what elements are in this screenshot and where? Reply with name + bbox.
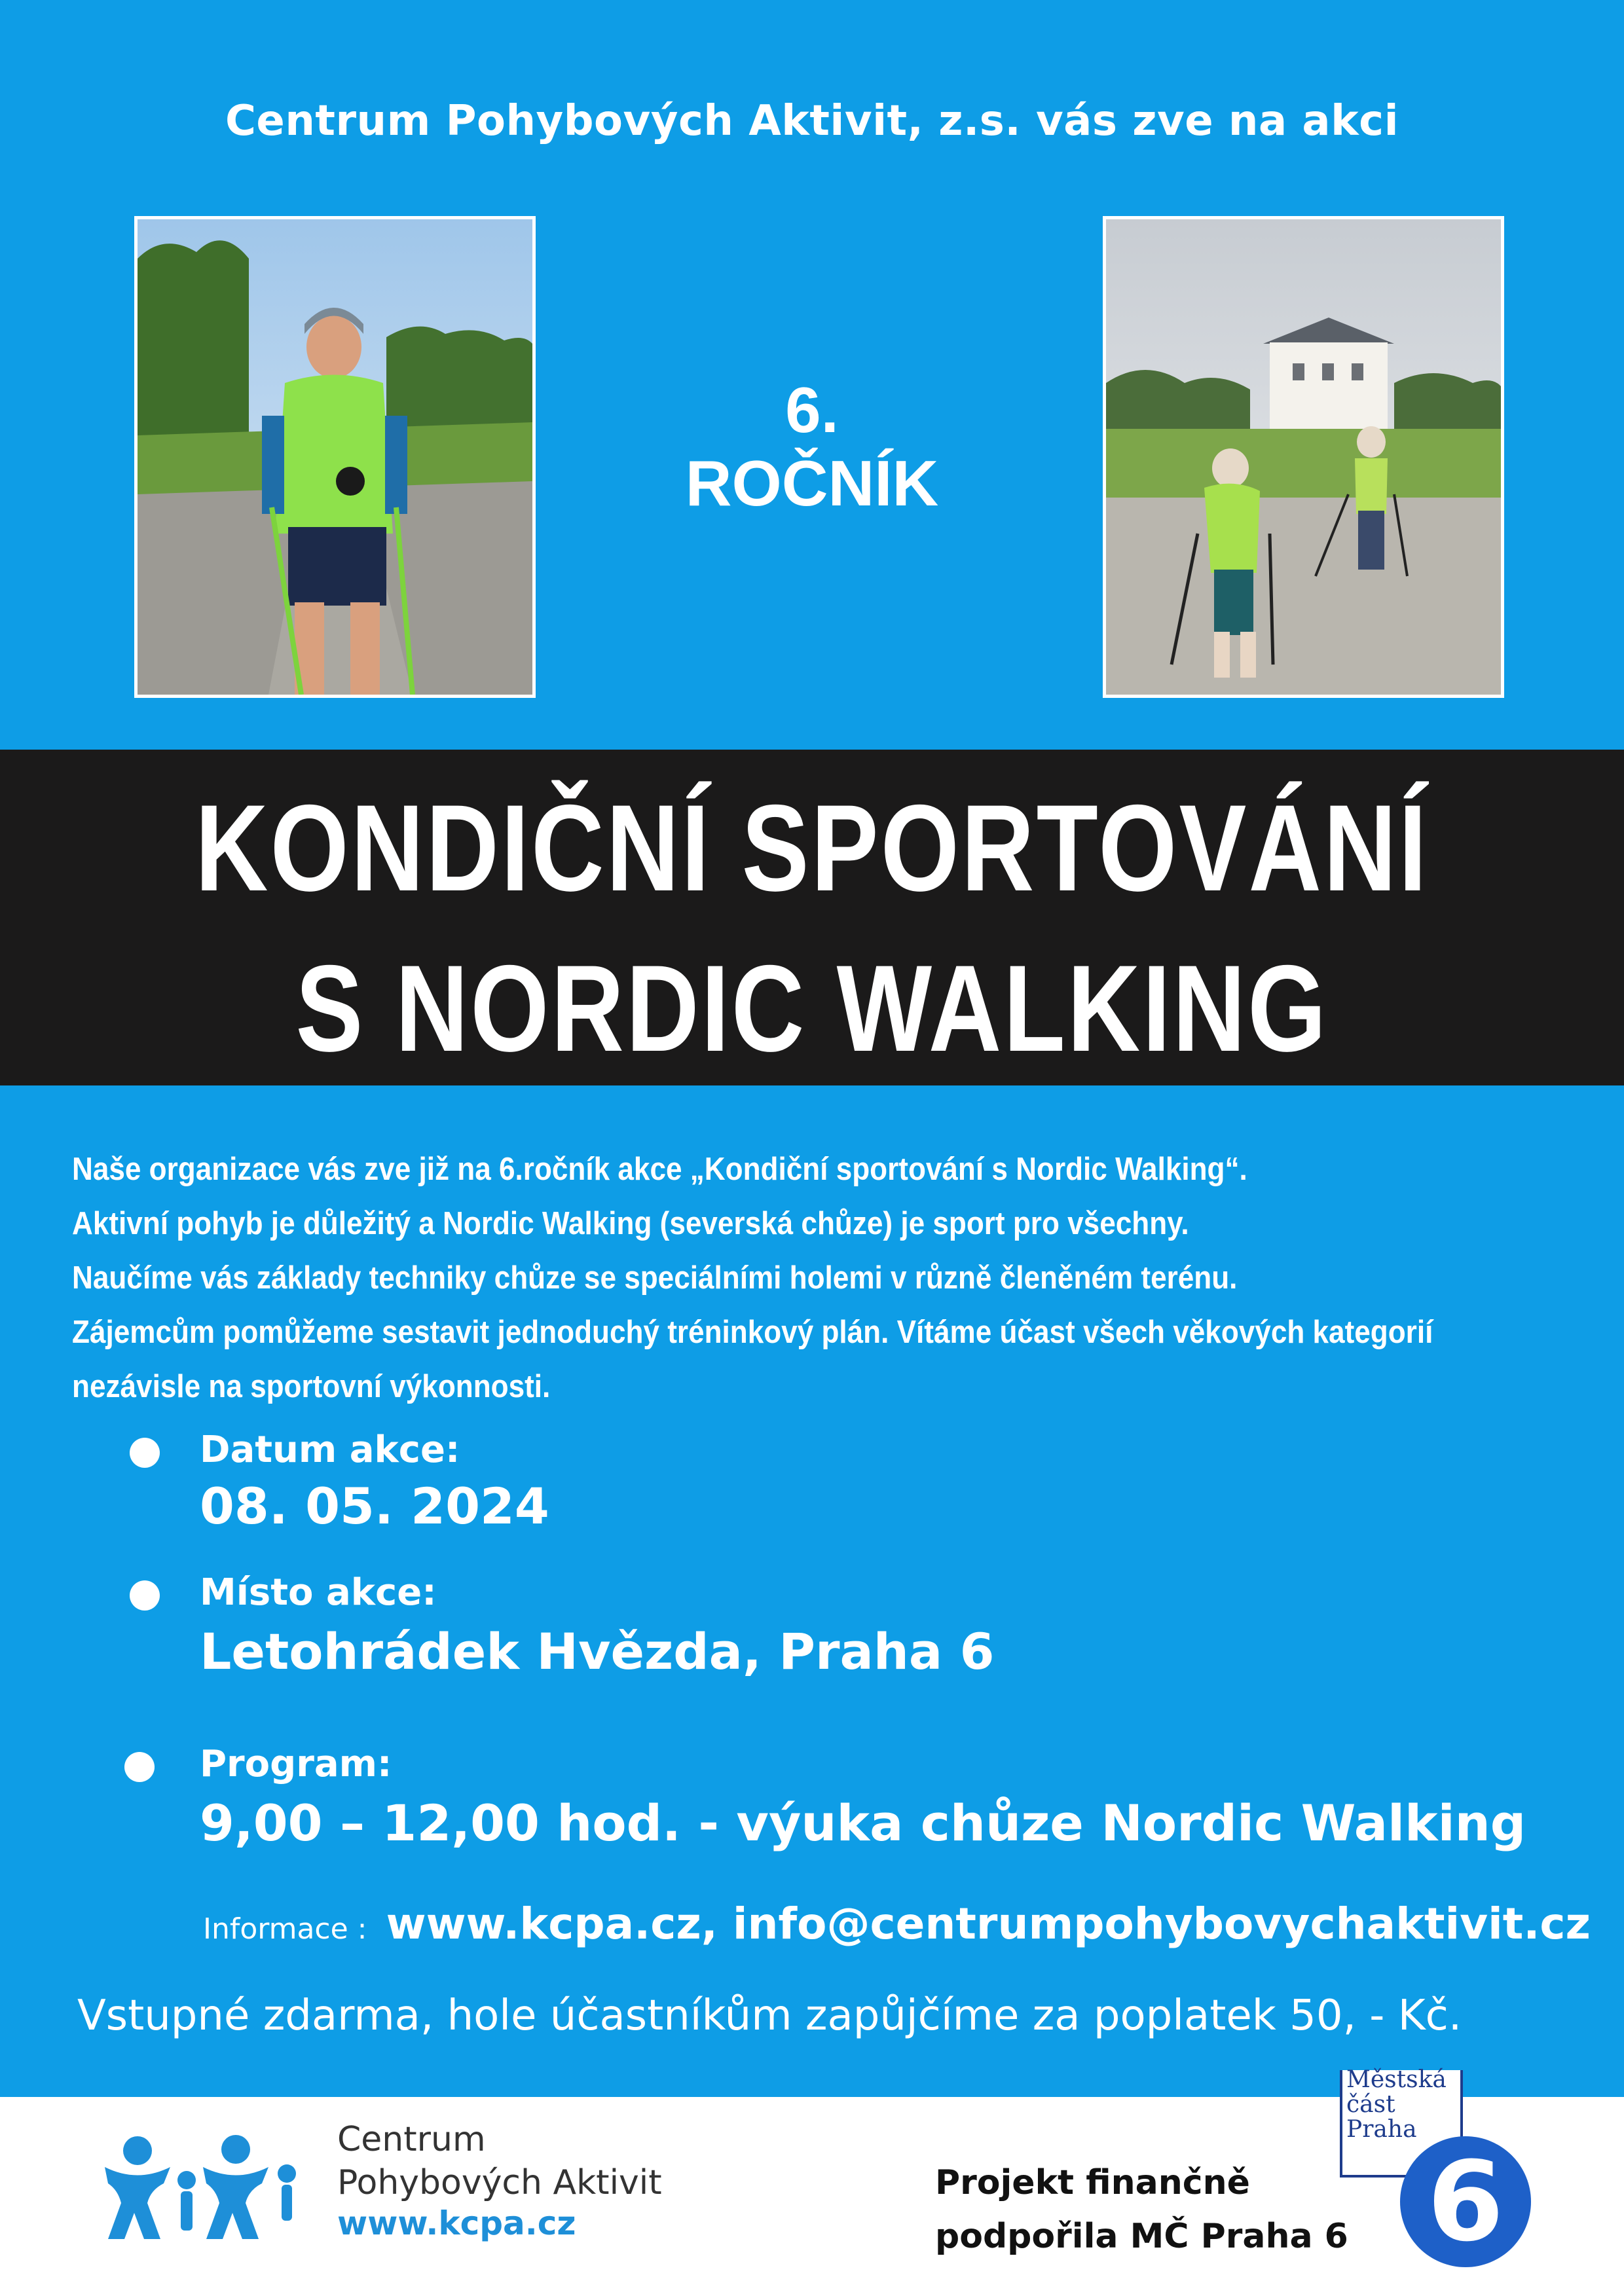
edition-number: 6. (785, 374, 839, 446)
intro-line: Zájemcům pomůžeme sestavit jednoduchý tréninkový plán. Vítáme účast všech věkových kategorií (72, 1315, 1433, 1350)
people-logo-graphic (98, 2131, 308, 2242)
district-line-3: Praha (1346, 2116, 1417, 2143)
intro-line: Aktivní pohyb je důležitý a Nordic Walking (severská chůze) je sport pro všechny. (72, 1206, 1189, 1241)
info-line (203, 1899, 1591, 1949)
bullet-icon (124, 1752, 155, 1782)
intro-line: nezávisle na sportovní výkonnosti. (72, 1369, 551, 1404)
photo-man-illustration (138, 219, 532, 695)
edition-label (616, 373, 1008, 520)
photo-women-illustration (1106, 219, 1501, 695)
event-title-line-2: S NORDIC WALKING (295, 939, 1329, 1077)
intro-paragraph (72, 1142, 1578, 1414)
sponsor-line-2: podpořila MČ Praha 6 (935, 2217, 1348, 2256)
date-label: Datum akce: (200, 1429, 460, 1471)
invitation-heading: Centrum Pohybových Aktivit, z.s. vás zve na akci (225, 97, 1399, 145)
date-value: 08. 05. 2024 (200, 1477, 549, 1535)
district-line-2: část (1346, 2091, 1395, 2118)
org-name (337, 2118, 662, 2204)
bullet-icon (130, 1580, 160, 1611)
intro-line: Naučíme vás základy techniky chůze se speciálními holemi v různě členěném terénu. (72, 1260, 1238, 1296)
people-logo-icon (98, 2131, 308, 2242)
org-name-line-2: Pohybových Aktivit (337, 2163, 662, 2202)
place-value: Letohrádek Hvězda, Praha 6 (200, 1622, 995, 1681)
program-label: Program: (200, 1743, 392, 1785)
info-contacts[interactable]: www.kcpa.cz, info@centrumpohybovychaktivit.cz (386, 1899, 1591, 1949)
edition-word: ROČNÍK (685, 447, 939, 519)
org-website-link[interactable]: www.kcpa.cz (337, 2204, 576, 2242)
event-title-line-1: KONDIČNÍ SPORTOVÁNÍ (195, 779, 1429, 917)
district-praha-6-icon (1346, 2068, 1447, 2142)
info-label: Informace : (203, 1912, 367, 1946)
sponsor-line-1: Projekt finančně (935, 2163, 1250, 2202)
bullet-icon (130, 1438, 160, 1468)
entry-fee-note: Vstupné zdarma, hole účastníkům zapůjčíme za poplatek 50, - Kč. (77, 1992, 1462, 2040)
photo-man-nordic-walking (134, 216, 536, 698)
sponsor-note (935, 2156, 1348, 2263)
district-number-badge: 6 (1400, 2136, 1531, 2267)
program-value: 9,00 – 12,00 hod. - výuka chůze Nordic Walking (200, 1794, 1526, 1852)
org-name-line-1: Centrum (337, 2120, 486, 2159)
place-label: Místo akce: (200, 1571, 437, 1614)
photo-women-nordic-walking (1103, 216, 1504, 698)
intro-line: Naše organizace vás zve již na 6.ročník akce „Kondiční sportování s Nordic Walking“. (72, 1152, 1247, 1187)
district-line-1: Městská (1346, 2066, 1447, 2093)
